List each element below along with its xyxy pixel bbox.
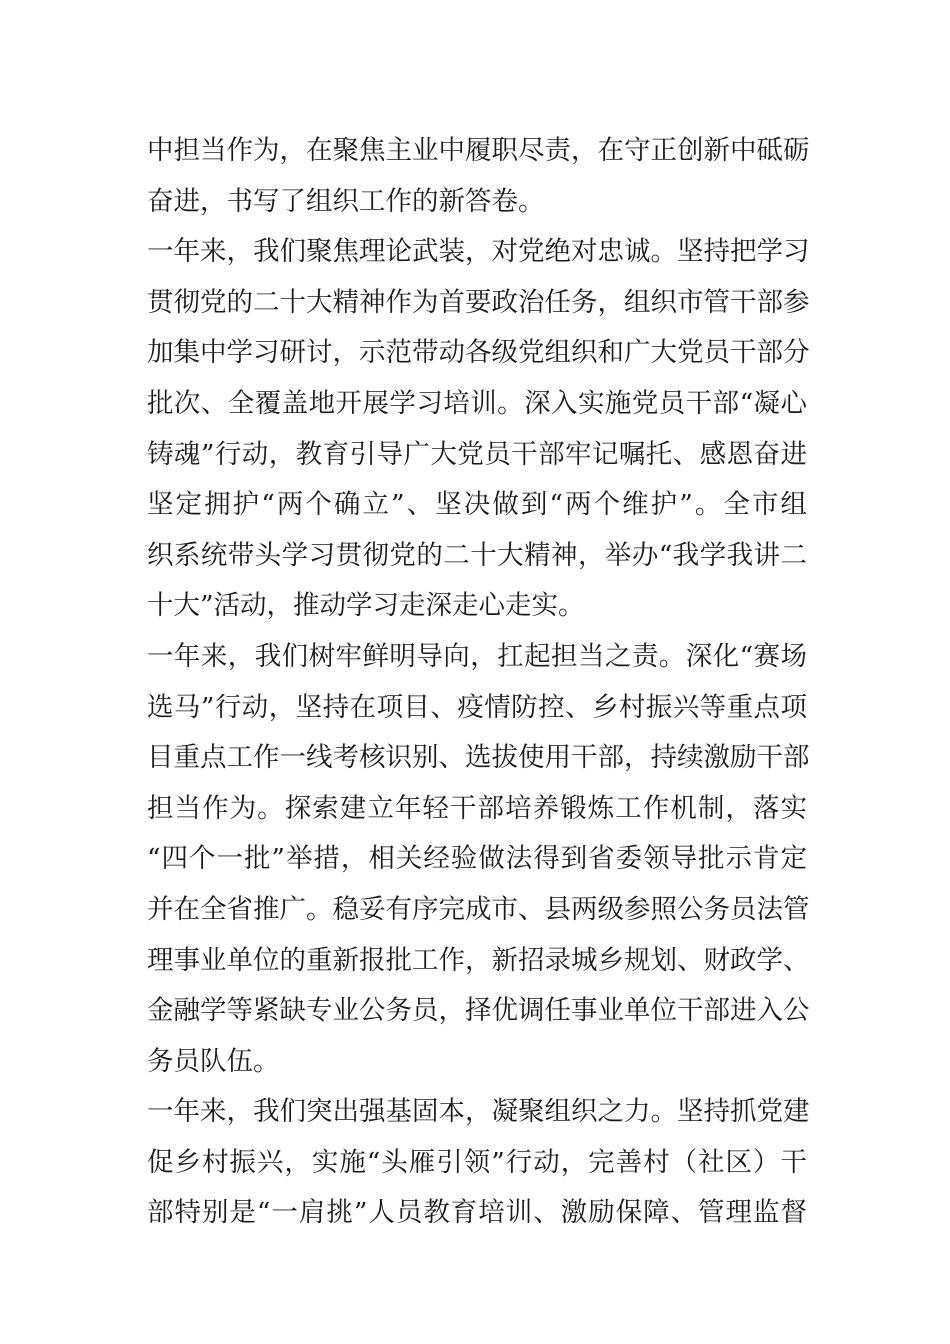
text-line: 加集中学习研讨，示范带动各级党组织和广大党员干部分 — [147, 337, 810, 369]
paragraph-1 — [147, 126, 810, 227]
text-line: 理事业单位的重新报批工作，新招录城乡规划、财政学、 — [147, 944, 810, 976]
text-line: 担当作为。探索建立年轻干部培养锻炼工作机制，落实 — [147, 792, 807, 824]
text-line: 务员队伍。 — [147, 1045, 280, 1077]
paragraph-3 — [147, 632, 810, 1087]
text-line: 坚定拥护“两个确立”、坚决做到“两个维护”。全市组 — [147, 489, 807, 521]
paragraph-2 — [147, 227, 810, 632]
text-line: 促乡村振兴，实施“头雁引领”行动，完善村（社区）干 — [147, 1146, 807, 1178]
text-line: 选马”行动，坚持在项目、疫情防控、乡村振兴等重点项 — [147, 691, 807, 723]
text-line: 一年来，我们聚焦理论武装，对党绝对忠诚。坚持把学习 — [147, 236, 810, 268]
text-line: 一年来，我们树牢鲜明导向，扛起担当之责。深化“赛场 — [147, 640, 807, 672]
text-line: 奋进，书写了组织工作的新答卷。 — [147, 185, 545, 217]
paragraph-4 — [147, 1087, 810, 1239]
text-line: 批次、全覆盖地开展学习培训。深入实施党员干部“凝心 — [147, 387, 807, 419]
text-line: 十大”活动，推动学习走深走心走实。 — [147, 590, 585, 622]
text-line: 并在全省推广。稳妥有序完成市、县两级参照公务员法管 — [147, 893, 810, 925]
text-line: 一年来，我们突出强基固本，凝聚组织之力。坚持抓党建 — [147, 1096, 810, 1128]
text-line: 铸魂”行动，教育引导广大党员干部牢记嘱托、感恩奋进 — [147, 438, 807, 470]
text-line: 部特别是“一肩挑”人员教育培训、激励保障、管理监督 — [147, 1197, 807, 1229]
text-line: 织系统带头学习贯彻党的二十大精神，举办“我学我讲二 — [147, 539, 807, 571]
text-line: 贯彻党的二十大精神作为首要政治任务，组织市管干部参 — [147, 286, 810, 318]
text-line: “四个一批”举措，相关经验做法得到省委领导批示肯定 — [147, 843, 807, 875]
text-line: 金融学等紧缺专业公务员，择优调任事业单位干部进入公 — [147, 995, 810, 1027]
text-line: 中担当作为，在聚焦主业中履职尽责，在守正创新中砥砺 — [147, 135, 810, 166]
text-line: 目重点工作一线考核识别、选拔使用干部，持续激励干部 — [147, 742, 810, 774]
document-body — [147, 126, 810, 1239]
